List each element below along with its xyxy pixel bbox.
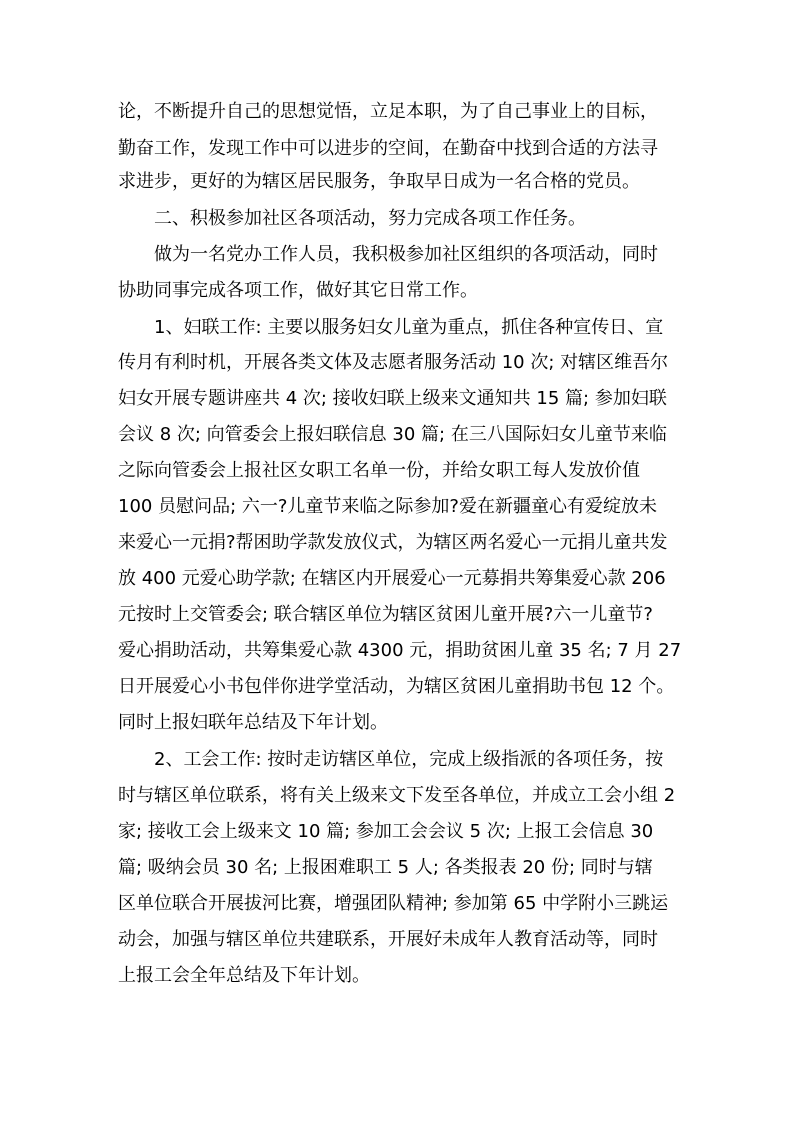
text-line [0, 817, 794, 847]
line-text: 家; 接收工会上级来文 10 篇; 参加工会会议 5 次; 上报工会信息 30 [118, 821, 654, 842]
line-text: 时与辖区单位联系，将有关上级来文下发至各单位，并成立工会小组 2 [118, 785, 676, 806]
line-text: 区单位联合开展拔河比赛，增强团队精神; 参加第 65 中学附小三跳运 [118, 893, 669, 914]
line-text: 会议 8 次; 向管委会上报妇联信息 30 篇; 在三八国际妇女儿童节来临 [118, 424, 667, 445]
line-text: 二、积极参加社区各项活动，努力完成各项工作任务。 [154, 208, 586, 229]
text-line [0, 420, 794, 450]
text-line [0, 456, 794, 486]
line-text: 上报工会全年总结及下年计划。 [118, 965, 370, 986]
line-text: 同时上报妇联年总结及下年计划。 [118, 712, 388, 733]
line-text: 求进步，更好的为辖区居民服务，争取早日成为一名合格的党员。 [118, 171, 640, 192]
text-line [0, 134, 794, 164]
line-text: 动会，加强与辖区单位共建联系，开展好未成年人教育活动等，同时 [118, 929, 658, 950]
text-line [0, 889, 794, 919]
text-line [0, 492, 794, 522]
line-text: 论，不断提升自己的思想觉悟，立足本职，为了自己事业上的目标， [118, 101, 658, 122]
line-text: 篇; 吸纳会员 30 名; 上报困难职工 5 人; 各类报表 20 份; 同时与辖 [118, 857, 653, 878]
text-line [0, 528, 794, 558]
text-line [0, 925, 794, 955]
line-text: 元按时上交管委会; 联合辖区单位为辖区贫困儿童开展?六一儿童节? [118, 604, 653, 625]
line-text: 协助同事完成各项工作，做好其它日常工作。 [118, 280, 478, 301]
text-line [0, 348, 794, 378]
line-text: 2、工会工作: 按时走访辖区单位，完成上级指派的各项任务，按 [154, 749, 664, 770]
line-text: 日开展爱心小书包伴你进学堂活动，为辖区贫困儿童捐助书包 12 个。 [118, 676, 675, 697]
text-line [0, 672, 794, 702]
text-line [0, 636, 794, 666]
text-line [0, 97, 794, 127]
line-text: 传月有利时机，开展各类文体及志愿者服务活动 10 次; 对辖区维吾尔 [118, 352, 669, 373]
line-text: 妇女开展专题讲座共 4 次; 接收妇联上级来文通知共 15 篇; 参加妇联 [118, 388, 667, 409]
line-text: 100 员慰问品; 六一?儿童节来临之际参加?爱在新疆童心有爱绽放未 [118, 496, 657, 517]
line-text: 爱心捐助活动，共筹集爱心款 4300 元，捐助贫困儿童 35 名; 7 月 27 [118, 640, 682, 661]
text-line [0, 853, 794, 883]
line-text: 放 400 元爱心助学款; 在辖区内开展爱心一元募捐共筹集爱心款 206 [118, 568, 666, 589]
text-line [0, 745, 794, 775]
text-line [0, 167, 794, 197]
line-text: 1、妇联工作: 主要以服务妇女儿童为重点，抓住各种宣传日、宣 [154, 317, 664, 338]
text-line [0, 961, 794, 991]
text-line [0, 240, 794, 270]
text-line [0, 564, 794, 594]
text-line [0, 276, 794, 306]
text-line [0, 708, 794, 738]
line-text: 之际向管委会上报社区女职工名单一份，并给女职工每人发放价值 [118, 460, 640, 481]
text-line [0, 781, 794, 811]
text-line [0, 600, 794, 630]
text-line [0, 313, 794, 343]
line-text: 做为一名党办工作人员，我积极参加社区组织的各项活动，同时 [154, 244, 658, 265]
line-text: 来爱心一元捐?帮困助学款发放仪式，为辖区两名爱心一元捐儿童共发 [118, 532, 668, 553]
section-heading [0, 204, 794, 234]
text-line [0, 384, 794, 414]
line-text: 勤奋工作，发现工作中可以进步的空间，在勤奋中找到合适的方法寻 [118, 138, 658, 159]
